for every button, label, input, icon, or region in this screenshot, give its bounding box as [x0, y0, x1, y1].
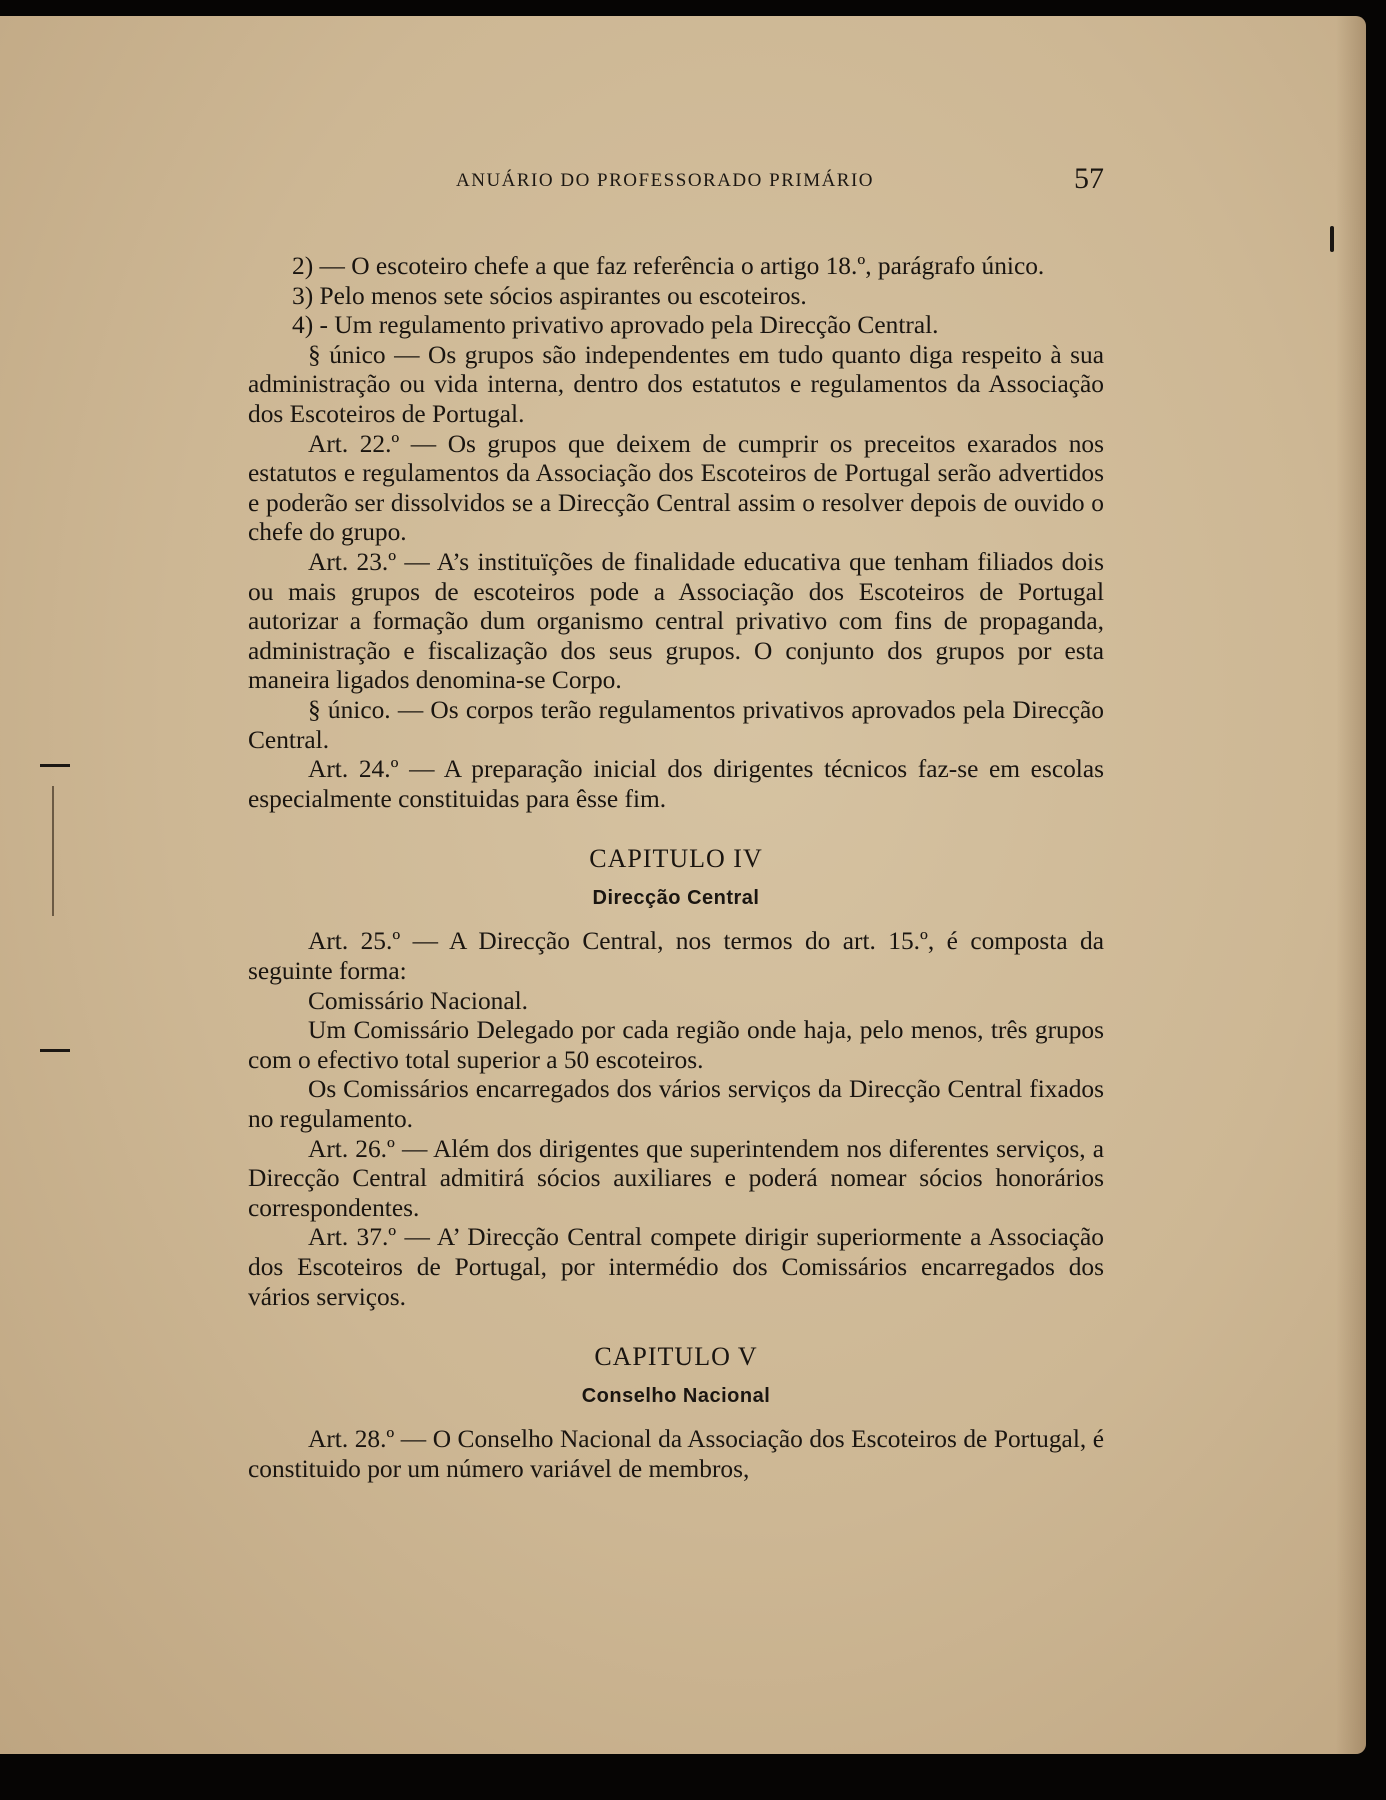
- paragraph: 3) Pelo menos sete sócios aspirantes ou escoteiros.: [292, 281, 807, 310]
- paragraph: Art. 28.º — O Conselho Nacional da Associação dos Escoteiros de Portugal, é constituido por um número variável de membros,: [248, 1425, 1104, 1483]
- paragraph: Art. 22.º — Os grupos que deixem de cumprir os preceitos exarados nos estatutos e regulamentos da Associação dos Escoteiros de Portugal serão advertidos e poderão ser dissolvidos se a Direcção Central assim o resolver depois de ouvido o chefe do grupo.: [248, 429, 1104, 547]
- paragraph: Art. 23.º — A’s instituïções de finalidade educativa que tenham filiados dois ou mais grupos de escoteiros pode a Associação dos Escoteiros de Portugal autorizar a formação dum organismo central privativo com fins de propaganda, administração e fiscalização dos seus grupos. O conjunto dos grupos por esta maneira ligados denomina-se Corpo.: [248, 547, 1104, 695]
- margin-mark: [1330, 226, 1334, 252]
- paragraph: Art. 25.º — A Direcção Central, nos termos do art. 15.º, é composta da seguinte forma:: [248, 927, 1104, 986]
- chapter-heading: CAPITULO V: [594, 1342, 758, 1372]
- paragraph: 2) — O escoteiro chefe a que faz referência o artigo 18.º, parágrafo único.: [292, 252, 1045, 280]
- paragraph: Art. 24.º — A preparação inicial dos dirigentes técnicos faz-se em escolas especialmente constituidas para êsse fim.: [248, 755, 1104, 813]
- chapter-heading: CAPITULO IV: [589, 844, 763, 874]
- book-page: [0, 16, 1366, 1754]
- body-text: [248, 252, 1104, 1485]
- paragraph: § único. — Os corpos terão regulamentos privativos aprovados pela Direcção Central.: [248, 695, 1104, 754]
- paragraph: Art. 37.º — A’ Direcção Central compete dirigir superiormente a Associação dos Escoteiros de Portugal, por intermédio dos Comissários encarregados dos vários serviços.: [248, 1223, 1104, 1311]
- paragraph: Os Comissários encarregados dos vários serviços da Direcção Central fixados no regulamento.: [248, 1075, 1104, 1134]
- paragraph: § único — Os grupos são independentes em tudo quanto diga respeito à sua administração ou vida interna, dentro dos estatutos e regulamentos da Associação dos Escoteiros de Portugal.: [248, 340, 1104, 428]
- page-number: 57: [1074, 162, 1104, 195]
- paragraph: Um Comissário Delegado por cada região onde haja, pelo menos, três grupos com o efectivo total superior a 50 escoteiros.: [248, 1016, 1104, 1074]
- running-head: ANUÁRIO DO PROFESSORADO PRIMÁRIO: [456, 170, 875, 191]
- chapter-subheading: Direcção Central: [592, 886, 760, 909]
- paragraph: Art. 26.º — Além dos dirigentes que superintendem nos diferentes serviços, a Direcção Central admitirá sócios auxiliares e poderá nomear sócios honorários correspondentes.: [248, 1134, 1104, 1222]
- margin-mark: [40, 1049, 70, 1052]
- chapter-subheading: Conselho Nacional: [581, 1384, 771, 1407]
- margin-mark: [52, 786, 54, 916]
- paragraph: Comissário Nacional.: [308, 986, 529, 1015]
- margin-mark: [40, 764, 70, 767]
- paragraph: 4) - Um regulamento privativo aprovado pela Direcção Central.: [292, 311, 939, 340]
